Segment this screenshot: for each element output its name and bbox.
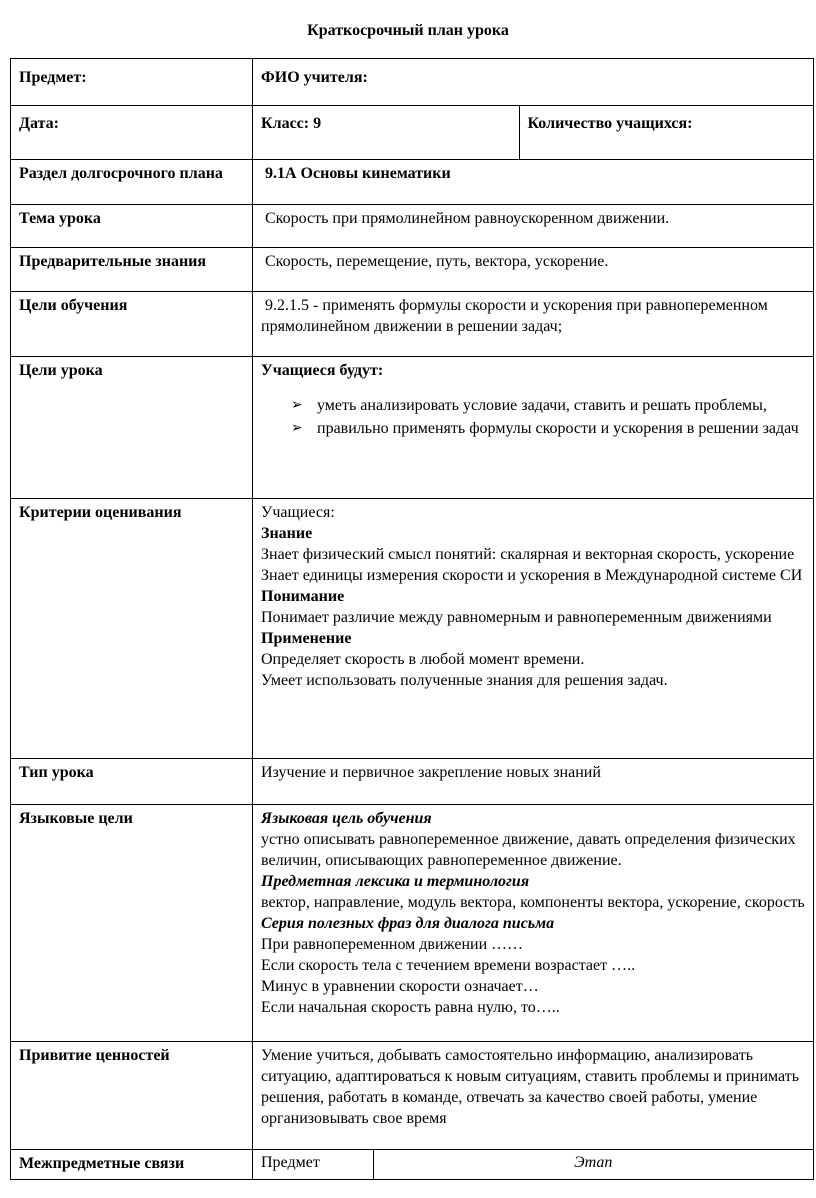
lesson-plan-table [10, 58, 814, 1180]
learning-objectives-label: Цели обучения [11, 292, 253, 357]
criteria-knowledge-2: Знает единицы измерения скорости и ускорения в Международной системе СИ [261, 567, 803, 584]
criteria-application-2: Умеет использовать полученные знания для решения задач. [261, 672, 668, 689]
cross-subject-header: Предмет [261, 1154, 320, 1171]
document-title: Краткосрочный план урока [307, 22, 509, 39]
row-cross-curricular [11, 1150, 814, 1180]
phrase-1: При равнопеременном движении …… [261, 936, 524, 953]
row-prior-knowledge [11, 248, 814, 292]
phrase-3: Минус в уравнении скорости означает… [261, 978, 539, 995]
list-item-text: правильно применять формулы скорости и ускорения в решении задач [317, 420, 799, 437]
assessment-criteria-cell [253, 499, 814, 759]
section-label: Раздел долгосрочного плана [11, 160, 253, 205]
row-lesson-goals [11, 357, 814, 499]
criteria-understanding-1: Понимает различие между равномерным и равнопеременным движениями [261, 609, 772, 626]
lesson-goals-list [261, 395, 807, 439]
row-section [11, 160, 814, 205]
date-label: Дата: [11, 106, 253, 160]
criteria-understanding-heading: Понимание [261, 588, 345, 605]
section-value: 9.1А Основы кинематики [253, 160, 814, 205]
prior-knowledge-value: Скорость, перемещение, путь, вектора, ускорение. [253, 248, 814, 292]
row-lesson-type [11, 759, 814, 805]
phrases-heading: Серия полезных фраз для диалога письма [261, 915, 555, 932]
row-date [11, 106, 814, 160]
arrow-bullet-icon: ➢ [291, 398, 303, 413]
lesson-type-value: Изучение и первичное закрепление новых знаний [253, 759, 814, 805]
list-item-text: уметь анализировать условие задачи, ставить и решать проблемы, [317, 397, 767, 414]
cross-stage-header: Этап [574, 1154, 613, 1171]
cross-curricular-label: Межпредметные связи [11, 1150, 253, 1180]
values-value: Умение учиться, добывать самостоятельно информацию, анализировать ситуацию, адаптироваться к новым ситуациям, ставить проблемы и принимать решения, работать в команде, отвечать за качество своей работы, умение организовывать свое время [253, 1042, 814, 1150]
values-label: Привитие ценностей [11, 1042, 253, 1150]
row-topic [11, 205, 814, 248]
criteria-intro: Учащиеся: [261, 504, 335, 521]
vocabulary-text: вектор, направление, модуль вектора, компоненты вектора, ускорение, скорость [261, 894, 805, 911]
row-language-goals [11, 805, 814, 1042]
lesson-type-label: Тип урока [11, 759, 253, 805]
language-goal-text: устно описывать равнопеременное движение, давать определения физических величин, описывающих равнопеременное движение. [261, 831, 796, 869]
phrase-4: Если начальная скорость равна нулю, то….. [261, 999, 560, 1016]
criteria-application-heading: Применение [261, 630, 352, 647]
criteria-application-1: Определяет скорость в любой момент времени. [261, 651, 585, 668]
row-assessment-criteria [11, 499, 814, 759]
cross-inner-table [253, 1150, 813, 1179]
vocabulary-heading: Предметная лексика и терминология [261, 873, 530, 890]
topic-value: Скорость при прямолинейном равноускоренном движении. [253, 205, 814, 248]
lesson-goals-heading: Учащиеся будут: [261, 362, 384, 379]
language-goals-cell [253, 805, 814, 1042]
date-inner-table [253, 106, 813, 159]
class-label: Класс: 9 [261, 115, 322, 132]
list-item [291, 395, 807, 416]
lesson-goals-cell [253, 357, 814, 499]
learning-objectives-value: 9.2.1.5 - применять формулы скорости и ускорения при равнопеременном прямолинейном движении в решении задач; [253, 292, 814, 357]
teacher-label: ФИО учителя: [253, 59, 814, 106]
language-goals-label: Языковые цели [11, 805, 253, 1042]
arrow-bullet-icon: ➢ [291, 421, 303, 436]
row-learning-objectives [11, 292, 814, 357]
assessment-criteria-label: Критерии оценивания [11, 499, 253, 759]
language-goal-heading: Языковая цель обучения [261, 810, 432, 827]
list-item [291, 418, 807, 439]
row-values [11, 1042, 814, 1150]
prior-knowledge-label: Предварительные знания [11, 248, 253, 292]
row-subject [11, 59, 814, 106]
subject-label: Предмет: [11, 59, 253, 106]
criteria-knowledge-1: Знает физический смысл понятий: скалярная и векторная скорость, ускорение [261, 546, 795, 563]
lesson-goals-label: Цели урока [11, 357, 253, 499]
phrase-2: Если скорость тела с течением времени возрастает ….. [261, 957, 636, 974]
topic-label: Тема урока [11, 205, 253, 248]
students-count-label: Количество учащихся: [527, 115, 693, 132]
criteria-knowledge-heading: Знание [261, 525, 313, 542]
